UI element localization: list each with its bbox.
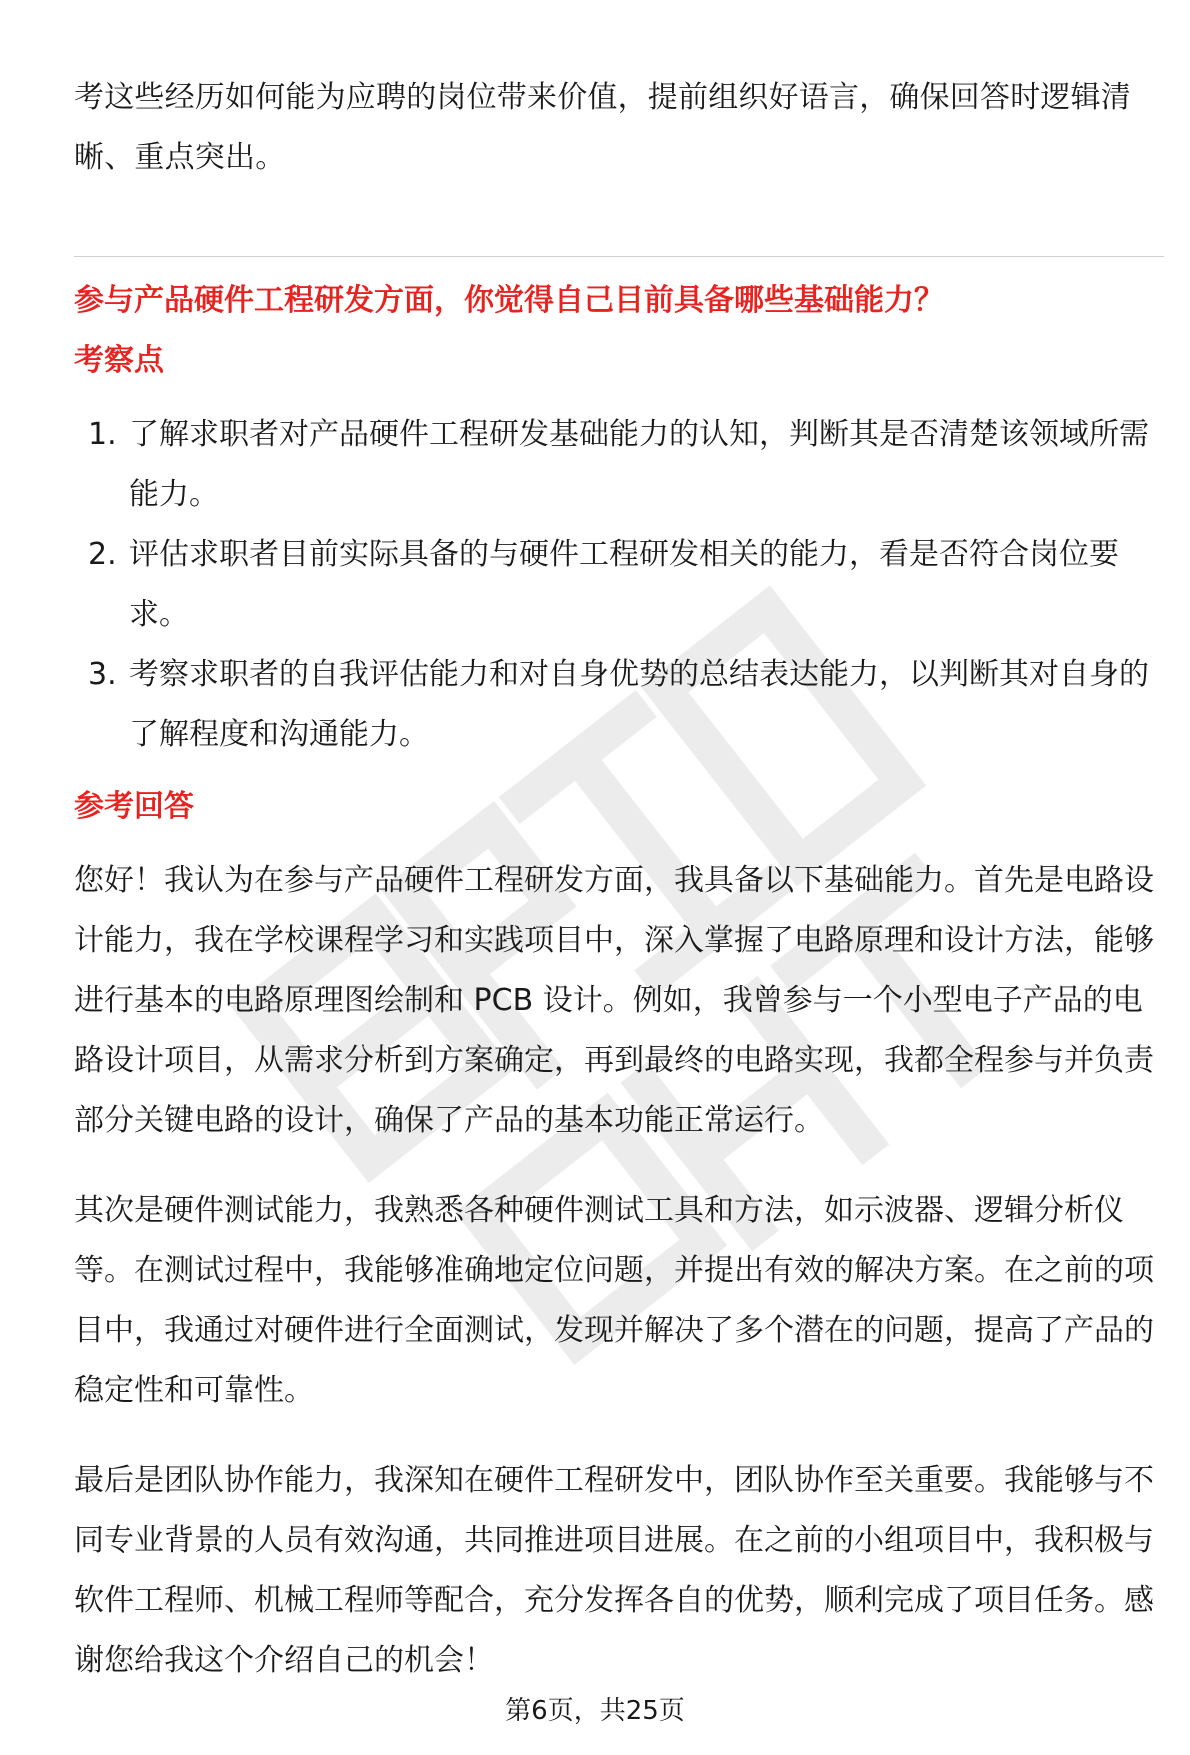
document-page [74, 68, 1164, 1721]
answer-heading: 参考回答 [74, 789, 194, 824]
points-list [74, 405, 1164, 765]
intro-paragraph: 考这些经历如何能为应聘的岗位带来价值，提前组织好语言，确保回答时逻辑清晰、重点突出。 [74, 80, 1131, 175]
points-heading: 考察点 [74, 343, 164, 378]
answer-body [74, 851, 1164, 1691]
list-item [74, 405, 1164, 525]
list-number: 2. [88, 537, 117, 572]
answer-paragraph: 其次是硬件测试能力，我熟悉各种硬件测试工具和方法，如示波器、逻辑分析仪等。在测试过程中，我能够准确地定位问题，并提出有效的解决方案。在之前的项目中，我通过对硬件进行全面测试，发现并解决了多个潜在的问题，提高了产品的稳定性和可靠性。 [74, 1193, 1154, 1408]
list-number: 1. [88, 417, 117, 452]
page-number-footer: 第6页，共25页 [505, 1696, 685, 1726]
list-item [74, 525, 1164, 645]
answer-paragraph: 您好！我认为在参与产品硬件工程研发方面，我具备以下基础能力。首先是电路设计能力，我在学校课程学习和实践项目中，深入掌握了电路原理和设计方法，能够进行基本的电路原理图绘制和 PCB 设计。例如，我曾参与一个小型电子产品的电路设计项目，从需求分析到方案确定，再到最终的电路实现，我都全程参与并负责部分关键电路的设计，确保了产品的基本功能正常运行。 [74, 863, 1154, 1138]
section-divider [74, 256, 1164, 257]
list-item-text: 评估求职者目前实际具备的与硬件工程研发相关的能力，看是否符合岗位要求。 [129, 537, 1119, 632]
list-item [74, 645, 1164, 765]
question-heading: 参与产品硬件工程研发方面，你觉得自己目前具备哪些基础能力？ [74, 283, 944, 318]
list-item-text: 考察求职者的自我评估能力和对自身优势的总结表达能力，以判断其对自身的了解程度和沟通能力。 [129, 657, 1149, 752]
list-item-text: 了解求职者对产品硬件工程研发基础能力的认知，判断其是否清楚该领域所需能力。 [129, 417, 1149, 512]
answer-paragraph: 最后是团队协作能力，我深知在硬件工程研发中，团队协作至关重要。我能够与不同专业背景的人员有效沟通，共同推进项目进展。在之前的小组项目中，我积极与软件工程师、机械工程师等配合，充分发挥各自的优势，顺利完成了项目任务。感谢您给我这个介绍自己的机会！ [74, 1463, 1154, 1678]
list-number: 3. [88, 657, 117, 692]
